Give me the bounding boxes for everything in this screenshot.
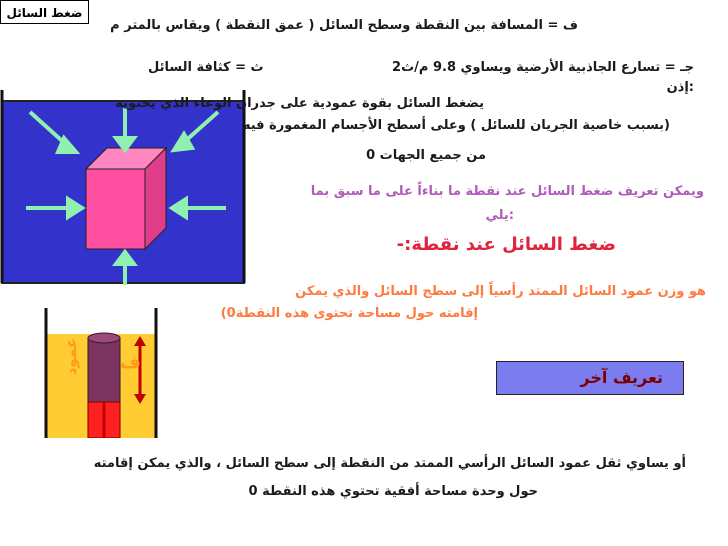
alt-definition-line-2: حول وحدة مساحة أفقية تحتوي هذه النقطة 0 [248, 484, 538, 499]
intro-line-2: :يلي [485, 208, 514, 223]
other-definition-label: تعريف آخر [580, 368, 663, 387]
beaker-figure [36, 308, 166, 438]
definition-line-2: إقامته حول مساحة تحتوى هذه النقطة0) [220, 306, 478, 321]
cube-front [86, 169, 145, 249]
body-line-3: من جميع الجهات 0 [366, 148, 486, 163]
slide-title: ضغط السائل [0, 0, 89, 24]
column-upper [88, 338, 120, 402]
depth-label: ف [120, 352, 141, 373]
other-definition-button[interactable] [496, 361, 684, 395]
definition-gravity: جـ = تسارع الجاذبية الأرضية ويساوي 9.8 م/ث2 [392, 60, 694, 75]
definition-f: ف = المسافة بين النقطة وسطح السائل ( عمق النقطة ) ويقاس بالمتر م [110, 18, 578, 33]
definition-line-1: هو وزن عمود السائل الممتد رأسياً إلى سطح السائل والذي يمكن [295, 284, 706, 299]
definition-density: ث = كثافة السائل [148, 60, 264, 75]
intro-line-1: ويمكن تعريف ضغط السائل عند نقطة ما بناءاً على ما سبق بما [310, 184, 704, 199]
definition-heading: ضغط السائل عند نقطة:- [396, 234, 616, 255]
thus-label: :إذن [666, 80, 694, 95]
body-line-2: (بسبب خاصية الجريان للسائل ) وعلى أسطح الأجسام المغمورة فيه [242, 118, 670, 133]
column-top-ellipse [88, 333, 120, 343]
alt-definition-line-1: أو يساوي ثقل عمود السائل الرأسي الممتد من النقطة إلى سطح السائل ، والذي يمكن إقامته [93, 456, 686, 471]
body-line-1: يضغط السائل بقوة عمودية على جدران الوعاء الذي يحتويه [115, 96, 484, 111]
column-label: عمود [62, 338, 80, 376]
